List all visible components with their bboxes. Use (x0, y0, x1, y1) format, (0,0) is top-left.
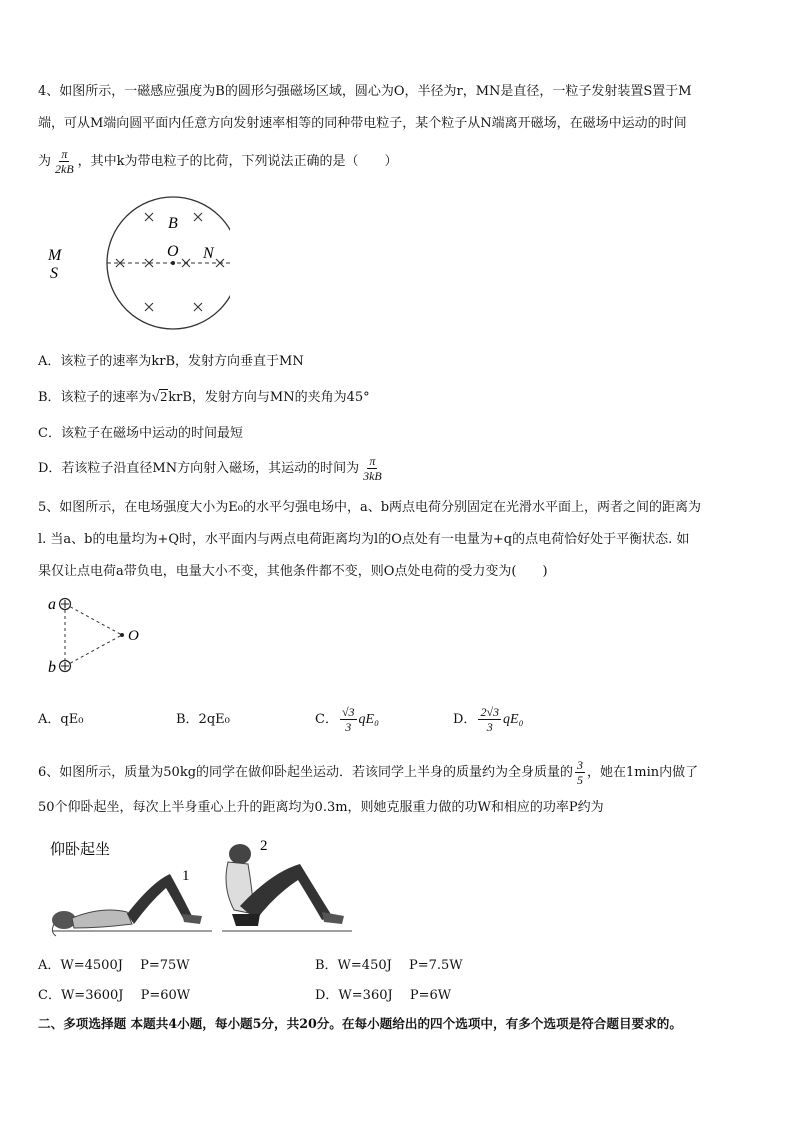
q4-option-b[interactable]: B．该粒子的速率为√2krB，发射方向与MN的夹角为45° (38, 390, 370, 405)
photo-number-2: 2 (260, 838, 268, 854)
label-b-charge: b (48, 659, 56, 676)
q5-option-a[interactable]: A．qE₀ (38, 712, 84, 727)
label-o-point: O (128, 628, 139, 644)
bo-line (65, 635, 122, 666)
q4-option-d-fraction: $\frac{\pi}{3kB}$ (363, 454, 382, 483)
label-m: M (48, 247, 62, 264)
label-s: S (50, 265, 58, 282)
label-o: O (167, 243, 179, 260)
q5-option-c[interactable]: C． $\frac{√3}{3}$ qE₀ (315, 705, 379, 734)
q5-charge-figure (40, 590, 150, 680)
q4-fraction: $\frac{\pi}{2kB}$ (55, 147, 74, 176)
center-dot (171, 261, 175, 265)
ao-line (65, 604, 122, 635)
q4-option-d[interactable]: D．若该粒子沿直径MN方向射入磁场，其运动的时间为 $\frac{\pi}{3kB}$ (38, 454, 382, 483)
q4-line1: 4、如图所示，一磁感应强度为B的圆形匀强磁场区域，圆心为O，半径为r，MN是直径，一粒子发射装置S置于M (38, 84, 692, 99)
q6-option-c[interactable]: C．W=3600J P=60W (38, 988, 191, 1003)
q4-magnetic-field-figure (40, 190, 230, 340)
label-a: a (48, 596, 56, 613)
q6-option-a[interactable]: A．W=4500J P=75W (38, 958, 190, 973)
q4-line2: 端，可从M端向圆平面内任意方向发射速率相等的同种带电粒子，某个粒子从N端离开磁场，在磁场中运动的时间 (38, 116, 687, 131)
q5-line2: l. 当a、b的电量均为+Q时，水平面内与两点电荷距离均为l的O点处有一电量为+q的点电荷恰好处于平衡状态. 如 (38, 532, 690, 547)
section2-heading: 二、多项选择题 本题共4小题，每小题5分，共20分。在每小题给出的四个选项中，有多个选项是符合题目要求的。 (38, 1016, 682, 1031)
q6-fraction: $\frac{3}{5}$ (577, 758, 584, 787)
q5-option-d-fraction: $\frac{2√3}{3}$ (480, 705, 500, 734)
q5-line3: 果仅让点电荷a带负电，电量大小不变，其他条件都不变，则O点处电荷的受力变为( ) (38, 564, 548, 579)
q6-line2: 50个仰卧起坐，每次上半身重心上升的距离均为0.3m，则她克服重力做的功W和相应的功率P约为 (38, 800, 604, 815)
label-n: N (203, 245, 214, 262)
q4-option-c[interactable]: C．该粒子在磁场中运动的时间最短 (38, 426, 243, 441)
q6-option-d[interactable]: D．W=360J P=6W (315, 988, 452, 1003)
photo-number-1: 1 (182, 868, 190, 884)
q5-line1: 5、如图所示，在电场强度大小为E₀的水平匀强电场中，a、b两点电荷分别固定在光滑水平面上，两者之间的距离为 (38, 500, 702, 515)
photo-title: 仰卧起坐 (50, 840, 111, 858)
q4-option-a[interactable]: A．该粒子的速率为krB，发射方向垂直于MN (38, 354, 304, 369)
point-o (120, 633, 124, 637)
q6-situp-figure (42, 832, 382, 942)
label-b: B (168, 215, 178, 232)
q4-line3: 为 $\frac{\pi}{2kB}$ ，其中k为带电粒子的比荷，下列说法正确的是（ ） (38, 147, 398, 176)
q5-option-b[interactable]: B．2qE₀ (176, 712, 230, 727)
person-sitting (222, 844, 352, 931)
q6-line1: 6、如图所示，质量为50kg的同学在做仰卧起坐运动．若该同学上半身的质量约为全身质量的 $\frac{3}{5}$ ，她在1min内做了 (38, 758, 699, 787)
sqrt-symbol: √2 (151, 390, 168, 405)
q6-option-b[interactable]: B．W=450J P=7.5W (315, 958, 463, 973)
q5-option-c-fraction: $\frac{√3}{3}$ (341, 705, 355, 734)
q5-option-d[interactable]: D． $\frac{2√3}{3}$ qE₀ (453, 705, 524, 734)
